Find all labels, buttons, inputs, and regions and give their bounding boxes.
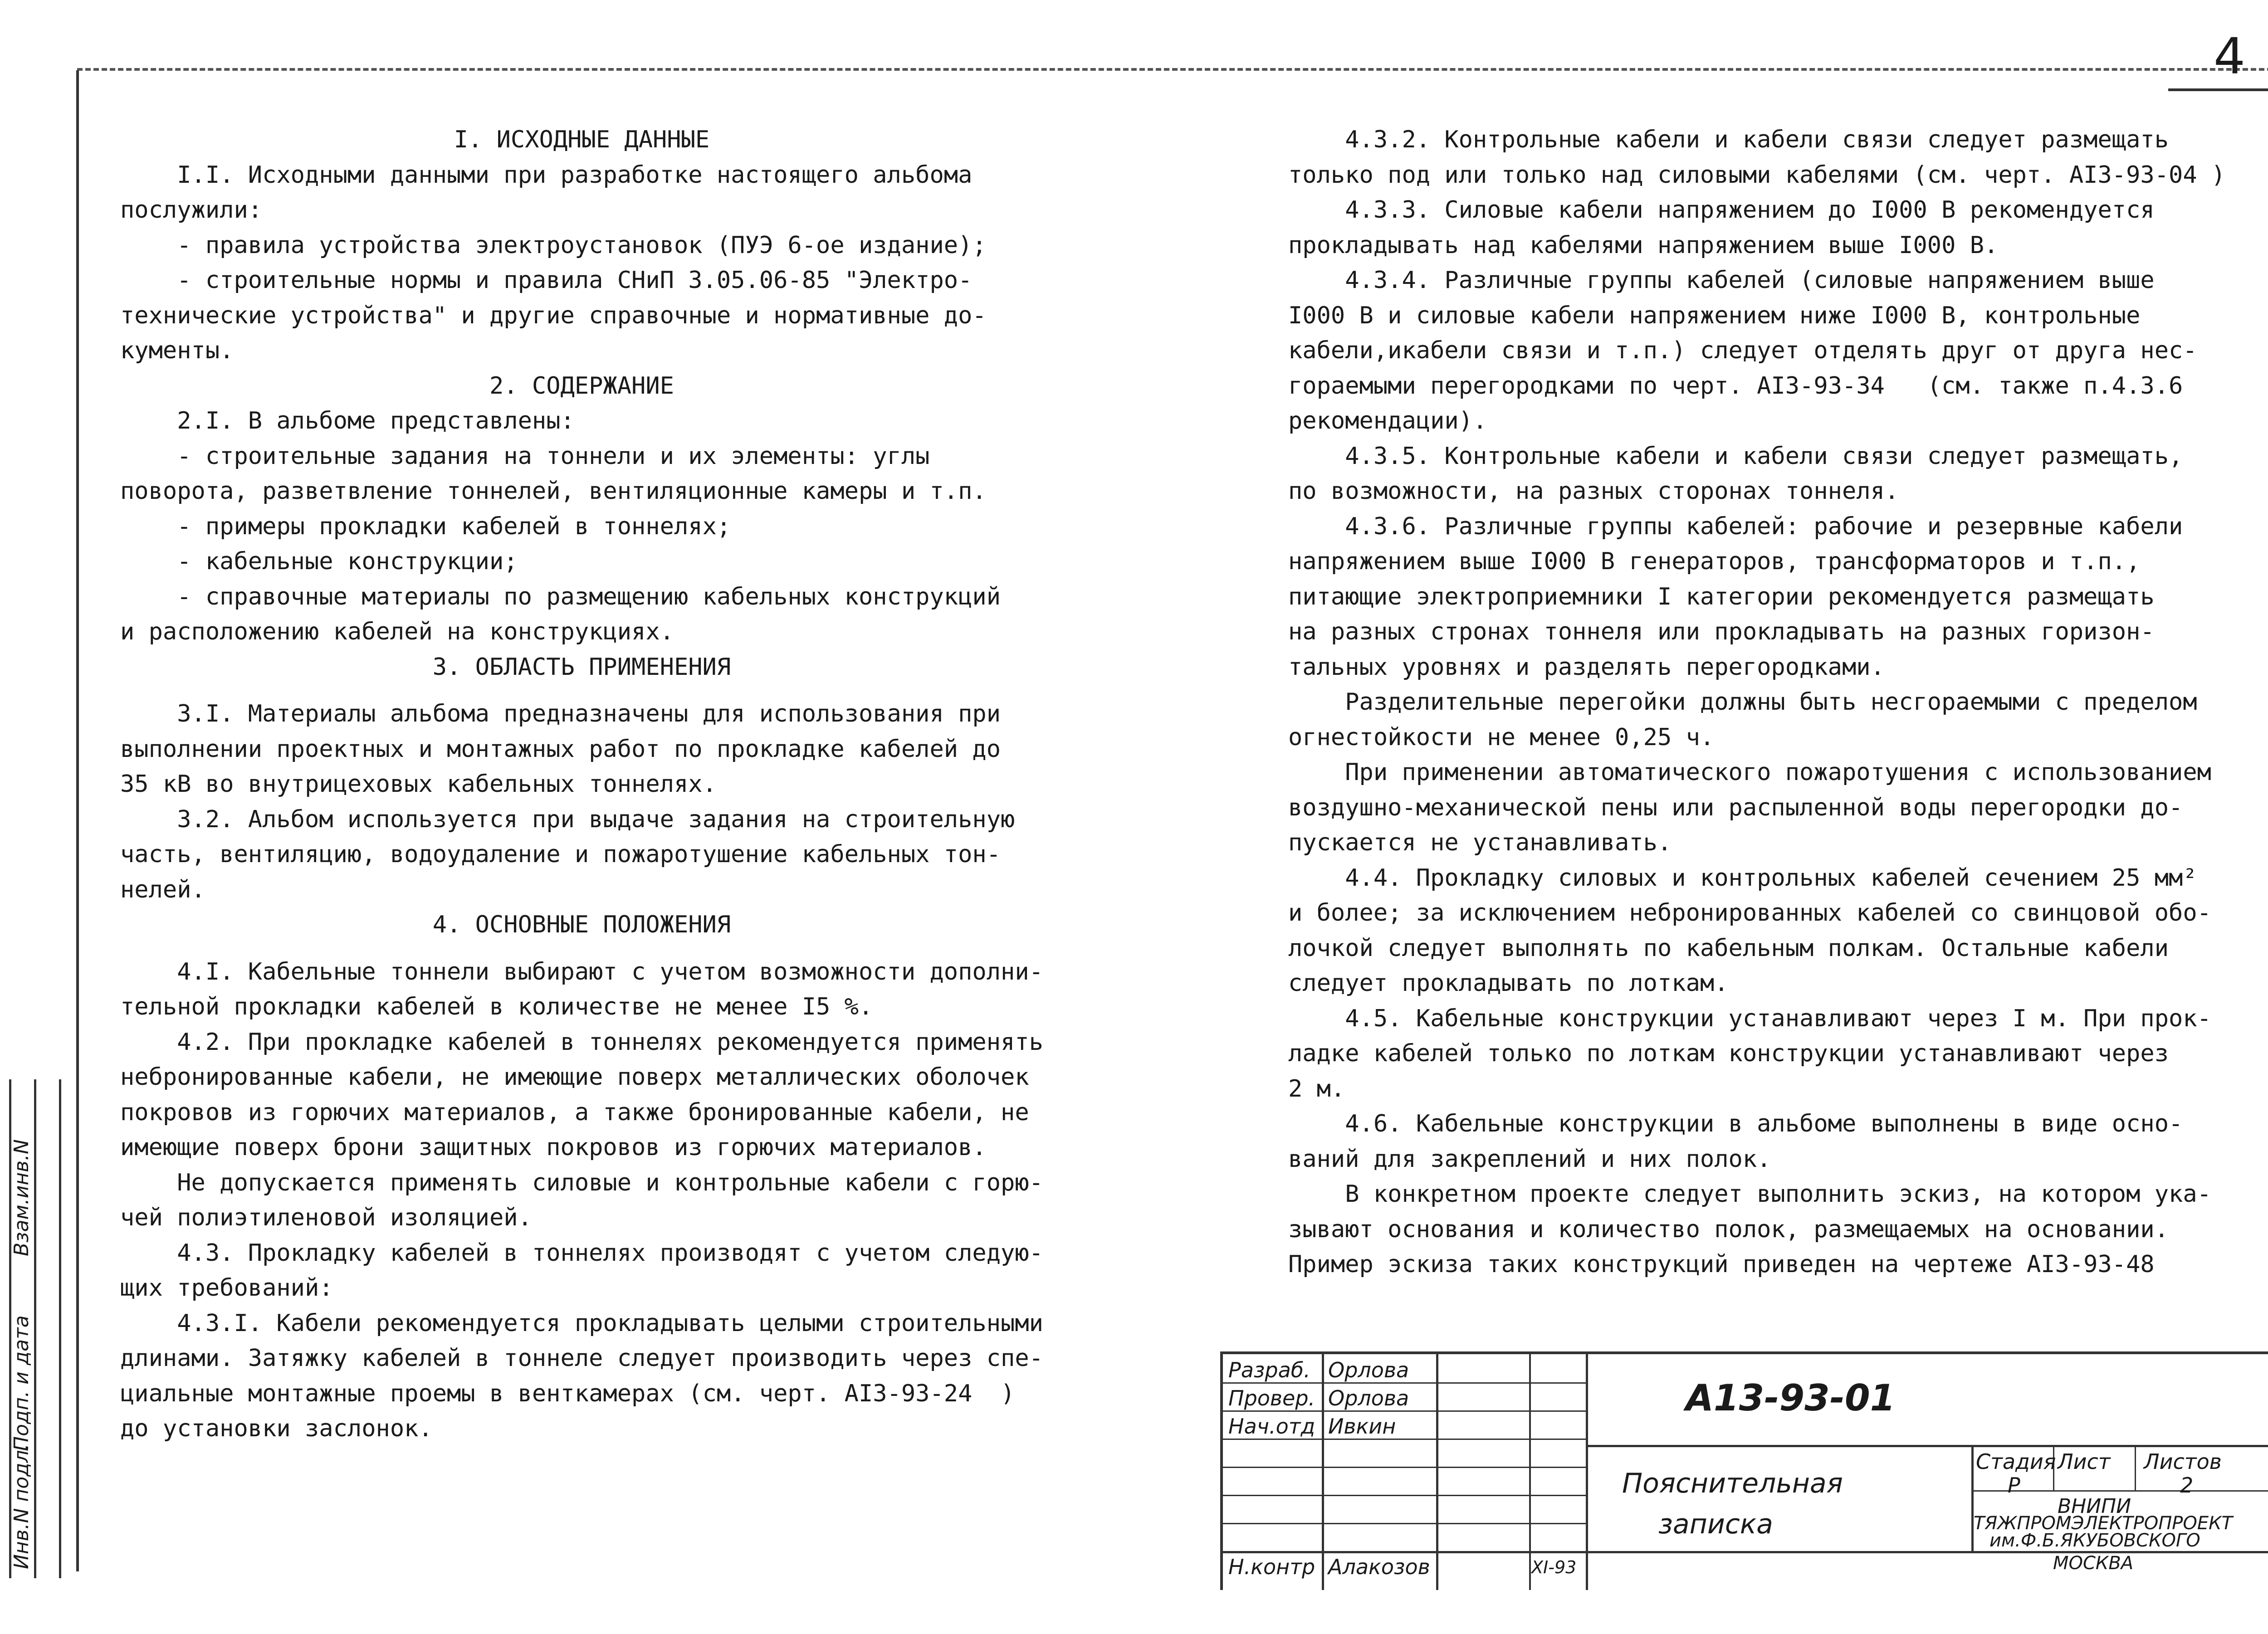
stamp-sign-date: XI-93 bbox=[1531, 1557, 1577, 1577]
text-line: и расположению кабелей на конструкциях. bbox=[120, 618, 674, 645]
title-block-stamp bbox=[1220, 1351, 2268, 1590]
text-line: только под или только над силовыми кабелями (см. черт. АI3-93-04 ) bbox=[1288, 161, 2226, 189]
text-line: нелей. bbox=[120, 876, 205, 903]
stamp-name-2: Ивкин bbox=[1328, 1414, 1396, 1439]
spacer bbox=[120, 685, 1043, 697]
stamp-name-0: Орлова bbox=[1328, 1358, 1409, 1382]
text-line: - правила устройства электроустановок (ПУЭ 6-ое издание); bbox=[120, 231, 987, 259]
text-line: 2 м. bbox=[1288, 1075, 1345, 1102]
text-line: 4.3.6. Различные группы кабелей: рабочие и резервные кабели bbox=[1288, 512, 2183, 540]
stamp-stage-label: Стадия bbox=[1976, 1449, 2056, 1474]
text-line: 3.I. Материалы альбома предназначены для использования при bbox=[120, 700, 1001, 727]
stamp-stage: Р bbox=[2008, 1473, 2020, 1497]
text-line: I.I. Исходными данными при разработке настоящего альбома bbox=[120, 161, 973, 189]
text-line: часть, вентиляцию, водоудаление и пожаротушение кабельных тон- bbox=[120, 841, 1001, 868]
stamp-role-2: Нач.отд bbox=[1228, 1414, 1315, 1439]
text-line: 4.I. Кабельные тоннели выбирают с учетом возможности дополни- bbox=[120, 958, 1043, 985]
text-line: - примеры прокладки кабелей в тоннелях; bbox=[120, 512, 731, 540]
frame-top-border bbox=[77, 68, 2268, 71]
stamp-title-line2: записка bbox=[1658, 1508, 1773, 1540]
text-line: до установки заслонок. bbox=[120, 1415, 433, 1442]
text-line: 4.3.4. Различные группы кабелей (силовые напряжением выше bbox=[1288, 267, 2155, 294]
text-line: 4.3. Прокладку кабелей в тоннелях производят с учетом следую- bbox=[120, 1239, 1043, 1267]
text-line: следует прокладывать по лоткам. bbox=[1288, 970, 1729, 997]
side-label-sign-date: Подп. и дата bbox=[10, 1315, 33, 1451]
stamp-org-4: МОСКВА bbox=[2053, 1553, 2134, 1574]
text-line: тельной прокладки кабелей в количестве не менее I5 %. bbox=[120, 993, 873, 1020]
section-heading: I. ИСХОДНЫЕ ДАННЫЕ bbox=[454, 126, 710, 153]
text-line: 3.2. Альбом используется при выдаче задания на строительную bbox=[120, 805, 1015, 833]
text-line: - строительные нормы и правила СНиП 3.05.06-85 "Электро- bbox=[120, 267, 973, 294]
stamp-role-3: Н.контр bbox=[1228, 1555, 1315, 1579]
spacer bbox=[120, 943, 1043, 955]
text-line: 4.3.3. Силовые кабели напряжением до I000 В рекомендуется bbox=[1288, 196, 2155, 224]
section-heading: 2. СОДЕРЖАНИЕ bbox=[489, 372, 674, 400]
text-line: выполнении проектных и монтажных работ по прокладке кабелей до bbox=[120, 735, 1001, 763]
text-line: Не допускается применять силовые и контрольные кабели с горю- bbox=[120, 1169, 1043, 1196]
text-line: - справочные материалы по размещению кабельных конструкций bbox=[120, 583, 1001, 610]
stamp-sheets-label: Листов bbox=[2144, 1449, 2222, 1474]
text-line: Разделительные перегойки должны быть несгораемыми с пределом bbox=[1288, 688, 2197, 716]
left-text-column bbox=[120, 122, 1043, 1447]
text-line: 4.3.I. Кабели рекомендуется прокладывать целыми строительными bbox=[120, 1309, 1043, 1337]
text-line: 4.2. При прокладке кабелей в тоннелях рекомендуется применять bbox=[120, 1028, 1043, 1056]
text-line: и более; за исключением небронированных кабелей со свинцовой обо- bbox=[1288, 899, 2211, 927]
stamp-role-0: Разраб. bbox=[1228, 1358, 1310, 1382]
text-line: ваний для закреплений и них полок. bbox=[1288, 1145, 1771, 1173]
stamp-title-line1: Пояснительная bbox=[1622, 1468, 1843, 1499]
text-line: I000 В и силовые кабели напряжением ниже I000 В, контрольные bbox=[1288, 302, 2141, 329]
text-line: имеющие поверх брони защитных покровов из горючих материалов. bbox=[120, 1134, 987, 1161]
page-number-underline bbox=[2168, 88, 2268, 91]
text-line: напряжением выше I000 В генераторов, трансформаторов и т.п., bbox=[1288, 548, 2141, 575]
stamp-name-1: Орлова bbox=[1328, 1386, 1409, 1410]
stamp-sheet-label: Лист bbox=[2058, 1449, 2111, 1474]
text-line: - кабельные конструкции; bbox=[120, 548, 518, 575]
text-line: 35 кВ во внутрицеховых кабельных тоннелях. bbox=[120, 771, 717, 798]
text-line: прокладывать над кабелями напряжением выше I000 В. bbox=[1288, 231, 1999, 259]
text-line: послужили: bbox=[120, 196, 263, 224]
text-line: - строительные задания на тоннели и их элементы: углы bbox=[120, 442, 930, 470]
text-line: поворота, разветвление тоннелей, вентиляционные камеры и т.п. bbox=[120, 478, 987, 505]
text-line: покровов из горючих материалов, а также бронированные кабели, не bbox=[120, 1098, 1029, 1126]
text-line: рекомендации). bbox=[1288, 407, 1487, 434]
side-label-inv: Инв.N подл. bbox=[10, 1444, 33, 1569]
text-line: 4.3.5. Контрольные кабели и кабели связи следует размещать, bbox=[1288, 442, 2183, 470]
text-line: небронированные кабели, не имеющие поверх металлических оболочек bbox=[120, 1063, 1029, 1091]
text-line: Пример эскиза таких конструкций приведен на чертеже АI3-93-48 bbox=[1288, 1251, 2155, 1278]
text-line: 2.I. В альбоме представлены: bbox=[120, 407, 575, 434]
text-line: кументы. bbox=[120, 337, 234, 364]
text-line: зывают основания и количество полок, размещаемых на основании. bbox=[1288, 1215, 2169, 1243]
text-line: по возможности, на разных сторонах тоннеля. bbox=[1288, 478, 1899, 505]
text-line: лочкой следует выполнять по кабельным полкам. Остальные кабели bbox=[1288, 934, 2169, 962]
stamp-org-1: ВНИПИ bbox=[2058, 1495, 2131, 1518]
frame-left-border bbox=[76, 70, 79, 1571]
stamp-org-3: им.Ф.Б.ЯКУБОВСКОГО bbox=[1989, 1530, 2200, 1551]
section-heading: 4. ОСНОВНЫЕ ПОЛОЖЕНИЯ bbox=[432, 911, 731, 938]
text-line: В конкретном проекте следует выполнить эскиз, на котором ука- bbox=[1288, 1180, 2211, 1208]
text-line: воздушно-механической пены или распыленной воды перегородки до- bbox=[1288, 794, 2183, 821]
text-line: гораемыми перегородками по черт. АI3-93-34 (см. также п.4.3.6 bbox=[1288, 372, 2183, 400]
text-line: кабели,икабели связи и т.п.) следует отделять друг от друга нес- bbox=[1288, 337, 2197, 364]
text-line: 4.5. Кабельные конструкции устанавливают через I м. При прок- bbox=[1288, 1005, 2211, 1032]
text-line: тальных уровнях и разделять перегородками. bbox=[1288, 653, 1885, 681]
page-number: 4 bbox=[2214, 27, 2245, 85]
text-line: щих требований: bbox=[120, 1274, 333, 1302]
text-line: 4.4. Прокладку силовых и контрольных кабелей сечением 25 мм² bbox=[1288, 864, 2197, 892]
stamp-sheets: 2 bbox=[2180, 1473, 2194, 1497]
side-label-replace-inv: Взам.инв.N bbox=[10, 1139, 33, 1256]
right-text-column bbox=[1288, 122, 2225, 1283]
stamp-name-3: Алакозов bbox=[1328, 1555, 1430, 1579]
section-heading: 3. ОБЛАСТЬ ПРИМЕНЕНИЯ bbox=[432, 653, 731, 681]
text-line: на разных стронах тоннеля или прокладывать на разных горизон- bbox=[1288, 618, 2155, 645]
text-line: технические устройства" и другие справочные и нормативные до- bbox=[120, 302, 987, 329]
text-line: пускается не устанавливать. bbox=[1288, 829, 1672, 856]
text-line: огнестойкости не менее 0,25 ч. bbox=[1288, 723, 1715, 751]
side-strip bbox=[0, 1079, 59, 1578]
stamp-org-2: ТЯЖПРОМЭЛЕКТРОПРОЕКТ bbox=[1974, 1513, 2233, 1534]
text-line: 4.6. Кабельные конструкции в альбоме выполнены в виде осно- bbox=[1288, 1110, 2183, 1137]
text-line: длинами. Затяжку кабелей в тоннеле следует производить через спе- bbox=[120, 1345, 1043, 1372]
side-strip-line-3 bbox=[59, 1079, 61, 1578]
text-line: ладке кабелей только по лоткам конструкции устанавливают через bbox=[1288, 1040, 2169, 1067]
text-line: питающие электроприемники I категории рекомендуется размещать bbox=[1288, 583, 2155, 610]
text-line: циальные монтажные проемы в венткамерах (см. черт. АI3-93-24 ) bbox=[120, 1380, 1015, 1407]
text-line: При применении автоматического пожаротушения с использованием bbox=[1288, 759, 2211, 786]
text-line: чей полиэтиленовой изоляцией. bbox=[120, 1204, 532, 1231]
stamp-doc-code: А13-93-01 bbox=[1686, 1377, 1896, 1419]
text-line: 4.3.2. Контрольные кабели и кабели связи следует размещать bbox=[1288, 126, 2169, 153]
stamp-role-1: Провер. bbox=[1228, 1386, 1315, 1410]
